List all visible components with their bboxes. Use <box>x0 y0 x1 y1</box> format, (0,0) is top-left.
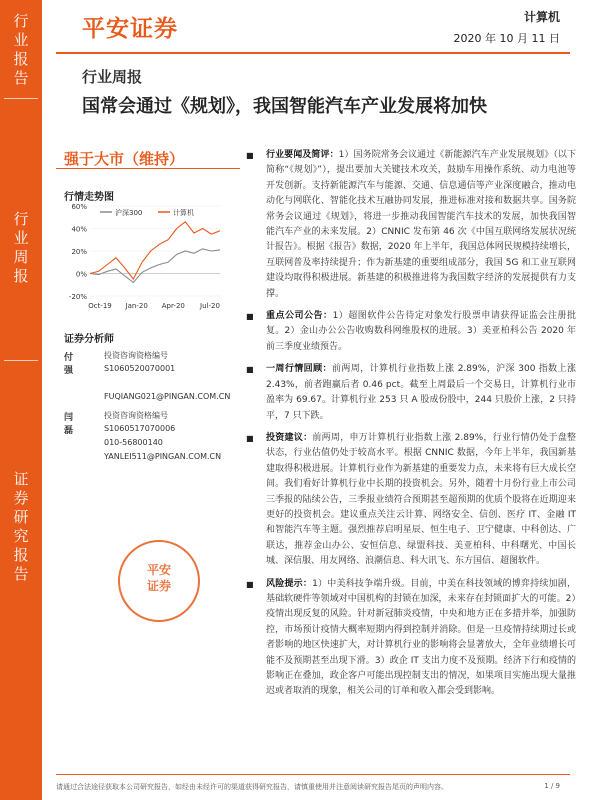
y-tick-label: 20% <box>71 248 87 256</box>
price-chart <box>60 198 230 318</box>
analyst-name: 闫磊 <box>64 413 74 436</box>
rating: 强于大市（维持） <box>64 150 185 168</box>
x-tick-label: Jan-20 <box>125 302 148 310</box>
rating-divider <box>56 168 240 169</box>
brand-logo: 平安证券 <box>82 16 178 42</box>
paragraph-text: 1）中美科技争端升级。目前，中美在科技领域的博弈持续加剧，基础软硬件等领域对中国机构的封锁在加深，未来存在封锁面扩大的可能。2）疫情出现反复的风险。针对新冠肺炎疫情，中央和地方正在多措并举，加强防控，市场预计疫情大概率短期内得到控制并消除。但是一旦疫情持续期过长或者影响的地区快速扩大，对计算机行业的影响将会显著放大，全年业绩增长可能不及预期甚至出现下滑。3）政企 IT 支出力度不及预期。经济下行和疫情的影响正在叠加，政企客户可能出现控制支出的情况，如果项目实施出现大量推迟或者取消的现象，相关公司的订单和收入都会受到影响。 <box>266 578 576 697</box>
paragraph-text: 前两周，计算机行业指数上涨 2.89%，沪深 300 指数上涨 2.43%，前者跑赢后者 0.46 pct。截至上周最后一个交易日，计算机行业市盈率为 69.67。计算机行业 253 只 A 股成份股中，244 只股价上涨，2 只持平，7 只下跌。 <box>266 364 576 421</box>
paragraph-title: 行业要闻及简评： <box>266 150 339 160</box>
paragraph-title: 投资建议： <box>266 432 313 443</box>
sidebar <box>0 0 42 800</box>
sidebar-label-report: 行 业 报 告 <box>13 12 29 87</box>
analyst-line: 投资咨询资格编号 <box>104 411 168 420</box>
legend-label: 沪深300 <box>115 209 143 217</box>
main-body <box>246 148 576 707</box>
paragraph-risk <box>246 577 576 700</box>
sidebar-divider <box>4 98 38 99</box>
series-line-0 <box>90 249 220 283</box>
paragraph-title: 风险提示： <box>266 578 313 589</box>
page-number: 1 / 9 <box>544 782 560 790</box>
report-type: 行业周报 <box>82 68 143 86</box>
y-tick-label: 60% <box>71 203 87 211</box>
analyst-line: 投资咨询资格编号 <box>104 351 168 360</box>
y-tick-label: -20% <box>68 293 87 301</box>
sidebar-label-research: 证 券 研 究 报 告 <box>13 470 29 583</box>
paragraph-investment-advice <box>246 431 576 570</box>
analyst-email[interactable]: YANLEI511@PINGAN.COM.CN <box>104 452 222 461</box>
sidebar-label-weekly: 行 业 周 报 <box>13 210 29 285</box>
paragraph-industry-news <box>246 148 576 302</box>
paragraph-title: 重点公司公告： <box>266 311 333 322</box>
paragraph-text: 1）超图软件公告待定对象发行股票申请获得证监会注册批复。2）金山办公公告收购数科网维股权的进展。3）美亚柏科公告 2020 年前三季度业绩预告。 <box>266 311 576 352</box>
paragraph-market-review <box>246 362 576 424</box>
paragraph-text: 1）国务院常务会议通过《新能源汽车产业发展规划》（以下简称“《规划》”），提出要加大关键技术攻关，鼓励车用操作系统、动力电池等开发创新。支持新能源汽车与能源、交通、信息通信等产业深度融合，推动电动化与网联化、智能化技术互融协同发展，推进标准对接和数据共享。国务院常务会议通过《规划》，将进一步推动我国智能汽车技术的发展，加快我国智能汽车产业的未来发展。2）CNNIC 发布第 46 次《中国互联网络发展状况统计报告》。根据《报告》数据，2020 年上半年，我国总体网民规模持续增长，互联网普及率持续提升；作为新基建的重要组成部分，我国 5G 和工业互联网建设均取得积极进展。新基建的积极推进将为我国数字经济的发展提供有力支撑。 <box>266 150 576 299</box>
analyst-email[interactable]: FUQIANG021@PINGAN.COM.CN <box>104 392 231 401</box>
company-seal: 平安 证券 <box>118 540 200 622</box>
analyst-line: S1060517070006 <box>104 424 176 433</box>
report-date: 2020 年 10 月 11 日 <box>453 32 560 45</box>
footer-disclaimer: 请通过合法途径获取本公司研究报告，如经由未经许可的渠道获得研究报告，请慎重使用并注意阅读研究报告尾页的声明内容。 <box>56 783 448 791</box>
sidebar-divider <box>4 360 38 361</box>
paragraph-text: 前两周，申万计算机行业指数上涨 2.89%，行业行情仍处于盘整状态，行业估值仍处于较高水平。根据 CNNIC 数据，今年上半年，我国新基建取得积极进展。计算机行业作为新基建的重要发力点，未来将有巨大成长空间。我们看好计算机行业中长期的投资机会。另外，随着十月份行业上市公司三季报的陆续公告，三季报业绩符合预期甚至超预期的优质个股将在近期迎来更好的投资机会。建议重点关注云计算、网络安全、信创、医疗 IT、金融 IT 和智能汽车等主题。强烈推荐启明星辰、恒生电子、卫宁健康、中科创达、广联达，推荐金山办公、安恒信息、绿盟科技、美亚柏科、中科曙光、中国长城、深信服、用友网络、浪潮信息、科大讯飞、东方国信、超图软件。 <box>266 432 576 567</box>
paragraph-title: 一周行情回顾： <box>266 364 332 375</box>
analyst-section-title: 证券分析师 <box>64 334 114 345</box>
analyst-name: 付强 <box>64 353 74 376</box>
x-tick-label: Oct-19 <box>88 302 112 310</box>
chart-title: 行情走势图 <box>64 192 114 203</box>
analyst-line: 010-56800140 <box>104 438 163 447</box>
y-tick-label: 40% <box>71 225 87 234</box>
x-tick-label: Apr-20 <box>161 302 185 310</box>
analyst-line: S1060520070001 <box>104 364 176 373</box>
x-tick-label: Jul-20 <box>200 302 220 310</box>
page-title: 国常会通过《规划》，我国智能汽车产业发展将加快 <box>82 96 487 117</box>
sector-label: 计算机 <box>523 10 560 24</box>
footer-divider <box>56 774 570 775</box>
legend-label: 计算机 <box>173 209 194 217</box>
header-divider <box>56 52 570 54</box>
paragraph-company-notices <box>246 309 576 355</box>
y-tick-label: 0% <box>75 270 87 279</box>
